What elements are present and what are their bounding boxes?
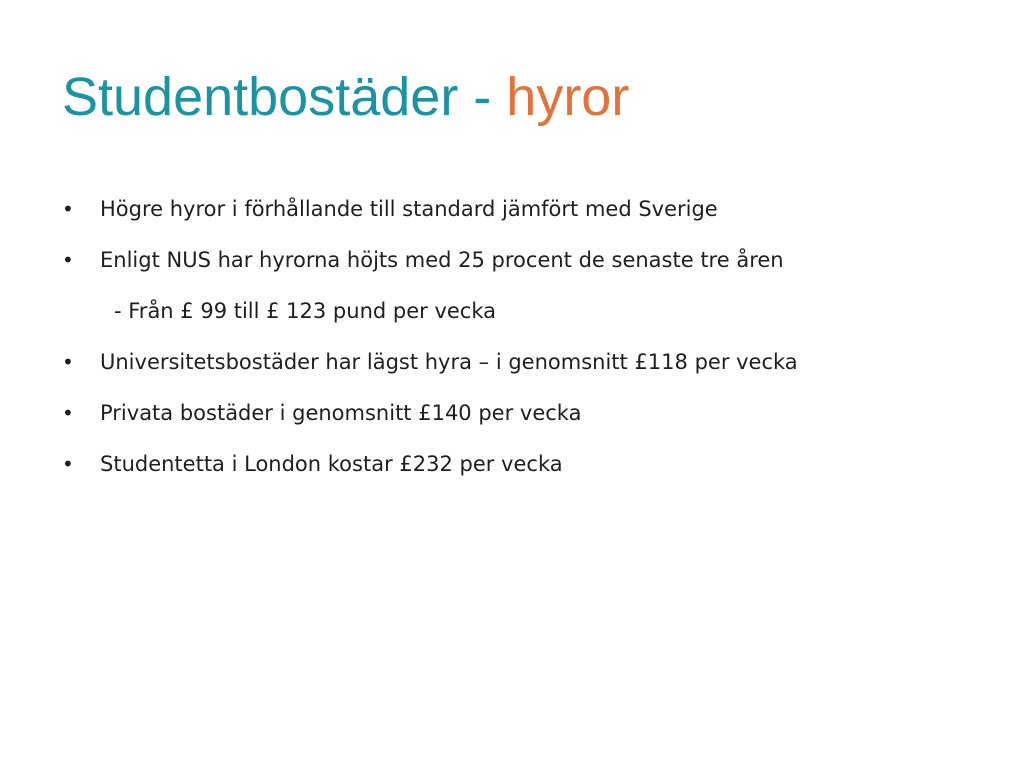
bullet-text: Enligt NUS har hyrorna höjts med 25 procent de senaste tre åren bbox=[100, 248, 784, 272]
bullet-item-2 bbox=[56, 241, 976, 292]
bullet-text: Privata bostäder i genomsnitt £140 per vecka bbox=[100, 401, 582, 425]
bullet-dot-icon: • bbox=[62, 197, 74, 221]
title-accent: hyror bbox=[506, 67, 630, 127]
sub-item-text: - Från £ 99 till £ 123 pund per vecka bbox=[114, 299, 496, 323]
slide-title bbox=[62, 62, 629, 132]
bullet-dot-icon: • bbox=[62, 401, 74, 425]
bullet-item-4 bbox=[56, 394, 976, 445]
bullet-dot-icon: • bbox=[62, 350, 74, 374]
bullet-item-1 bbox=[56, 190, 976, 241]
bullet-text: Högre hyror i förhållande till standard jämfört med Sverige bbox=[100, 197, 718, 221]
bullet-text: Universitetsbostäder har lägst hyra – i genomsnitt £118 per vecka bbox=[100, 350, 798, 374]
bullet-text: Studentetta i London kostar £232 per vecka bbox=[100, 452, 563, 476]
bullet-item-5 bbox=[56, 445, 976, 496]
bullet-item-3 bbox=[56, 343, 976, 394]
bullet-list bbox=[56, 190, 976, 496]
bullet-dot-icon: • bbox=[62, 452, 74, 476]
bullet-dot-icon: • bbox=[62, 248, 74, 272]
sub-item bbox=[56, 292, 976, 343]
title-main: Studentbostäder - bbox=[62, 67, 507, 127]
